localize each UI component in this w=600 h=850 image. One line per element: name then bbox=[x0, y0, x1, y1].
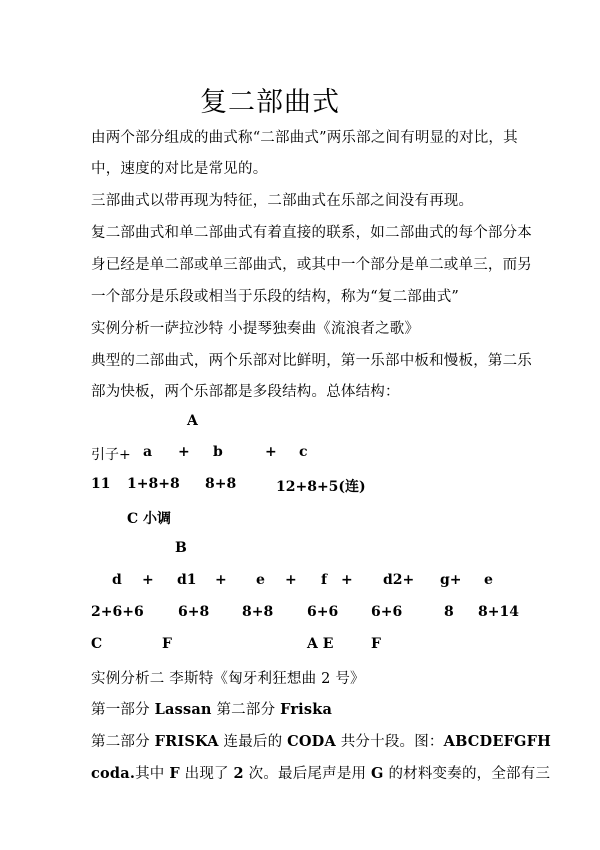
key-cell: F bbox=[371, 636, 381, 652]
key-cell: A E bbox=[307, 636, 334, 652]
text-span: 其中 bbox=[135, 766, 170, 782]
structure-cell: + bbox=[142, 572, 154, 588]
text-span: 第二部分 bbox=[211, 702, 281, 718]
paragraph-line: 中，速度的对比是常见的。 bbox=[91, 161, 268, 177]
structure-cell: b bbox=[213, 444, 223, 460]
text-span: 第二部分 bbox=[91, 734, 155, 750]
structure-cell: 1+8+8 bbox=[127, 476, 180, 492]
text-span: FRISKA bbox=[154, 733, 219, 750]
text-span: ABCDEFGFH bbox=[443, 733, 552, 750]
structure-cell: d2+ bbox=[383, 572, 415, 588]
example2-parts-line bbox=[91, 698, 332, 719]
paragraph-line: 由两个部分组成的曲式称“二部曲式”两乐部之间有明显的对比，其 bbox=[91, 130, 518, 146]
structure-cell: + bbox=[178, 444, 190, 460]
structure-cell: g+ bbox=[440, 572, 462, 588]
part-a-label: A bbox=[187, 413, 198, 429]
structure-cell: e bbox=[484, 572, 493, 588]
paragraph-line: 三部曲式以带再现为特征，二部曲式在乐部之间没有再现。 bbox=[91, 193, 474, 209]
text-span: CODA bbox=[287, 733, 336, 750]
example2-heading-text: 实例分析二 李斯特《匈牙利狂想曲 2 号》 bbox=[91, 671, 365, 687]
text-span: 出现了 bbox=[179, 766, 234, 782]
key-cell: C bbox=[91, 636, 103, 652]
text-span: coda. bbox=[91, 765, 136, 782]
paragraph-line: 实例分析一萨拉沙特 小提琴独奏曲《流浪者之歌》 bbox=[91, 321, 420, 337]
structure-cell: 2+6+6 bbox=[91, 604, 144, 620]
paragraph-line: 复二部曲式和单二部曲式有着直接的联系，如二部曲式的每个部分本 bbox=[91, 225, 532, 241]
structure-cell: d bbox=[112, 572, 122, 588]
text-span: 连最后的 bbox=[218, 734, 288, 750]
part2-name: Friska bbox=[280, 701, 333, 718]
structure-cell: + bbox=[341, 572, 353, 588]
paragraph-line: 部为快板，两个乐部都是多段结构。总体结构： bbox=[91, 384, 400, 400]
key-cell: F bbox=[162, 636, 172, 652]
paragraph-line: 一个部分是乐段或相当于乐段的结构，称为“复二部曲式” bbox=[91, 289, 460, 305]
structure-cell: + bbox=[285, 572, 297, 588]
structure-cell: 11 bbox=[91, 476, 111, 492]
example2-heading bbox=[91, 667, 365, 688]
page-title: 复二部曲式 bbox=[200, 87, 340, 118]
part1-name: Lassan bbox=[154, 701, 212, 718]
structure-cell: d1 bbox=[177, 572, 197, 588]
text-span: 共分十段。图： bbox=[335, 734, 444, 750]
text-span: 2 bbox=[233, 765, 244, 782]
example2-line3 bbox=[91, 730, 551, 751]
structure-cell: 8 bbox=[444, 604, 454, 620]
part-b-label: B bbox=[175, 540, 187, 556]
structure-cell: 8+8 bbox=[242, 604, 274, 620]
structure-cell: 8+8 bbox=[205, 476, 237, 492]
paragraph-line: 身已经是单二部或单三部曲式，或其中一个部分是单二或单三，而另 bbox=[91, 257, 532, 273]
structure-cell: c bbox=[299, 444, 308, 460]
text-span: 次。最后尾声是用 bbox=[243, 766, 372, 782]
text-span: 第一部分 bbox=[91, 702, 155, 718]
structure-cell: 6+6 bbox=[371, 604, 403, 620]
text-span: 的材料变奏的，全部有三 bbox=[383, 766, 551, 782]
text-span: F bbox=[169, 765, 180, 782]
structure-cell: e bbox=[256, 572, 265, 588]
structure-cell: 6+8 bbox=[178, 604, 210, 620]
paragraph-line: 典型的二部曲式，两个乐部对比鲜明，第一乐部中板和慢板，第二乐 bbox=[91, 353, 532, 369]
structure-cell: 6+6 bbox=[307, 604, 339, 620]
structure-cell: + bbox=[215, 572, 227, 588]
example2-line4 bbox=[91, 762, 550, 783]
text-span: G bbox=[371, 765, 384, 782]
structure-cell: 引子+ bbox=[91, 447, 131, 463]
structure-cell: 12+8+5(连) bbox=[276, 479, 366, 495]
structure-cell: f bbox=[321, 572, 328, 588]
structure-cell: 8+14 bbox=[478, 604, 519, 620]
structure-cell: a bbox=[143, 444, 153, 460]
structure-cell: + bbox=[265, 444, 277, 460]
key-label: C 小调 bbox=[127, 511, 172, 527]
